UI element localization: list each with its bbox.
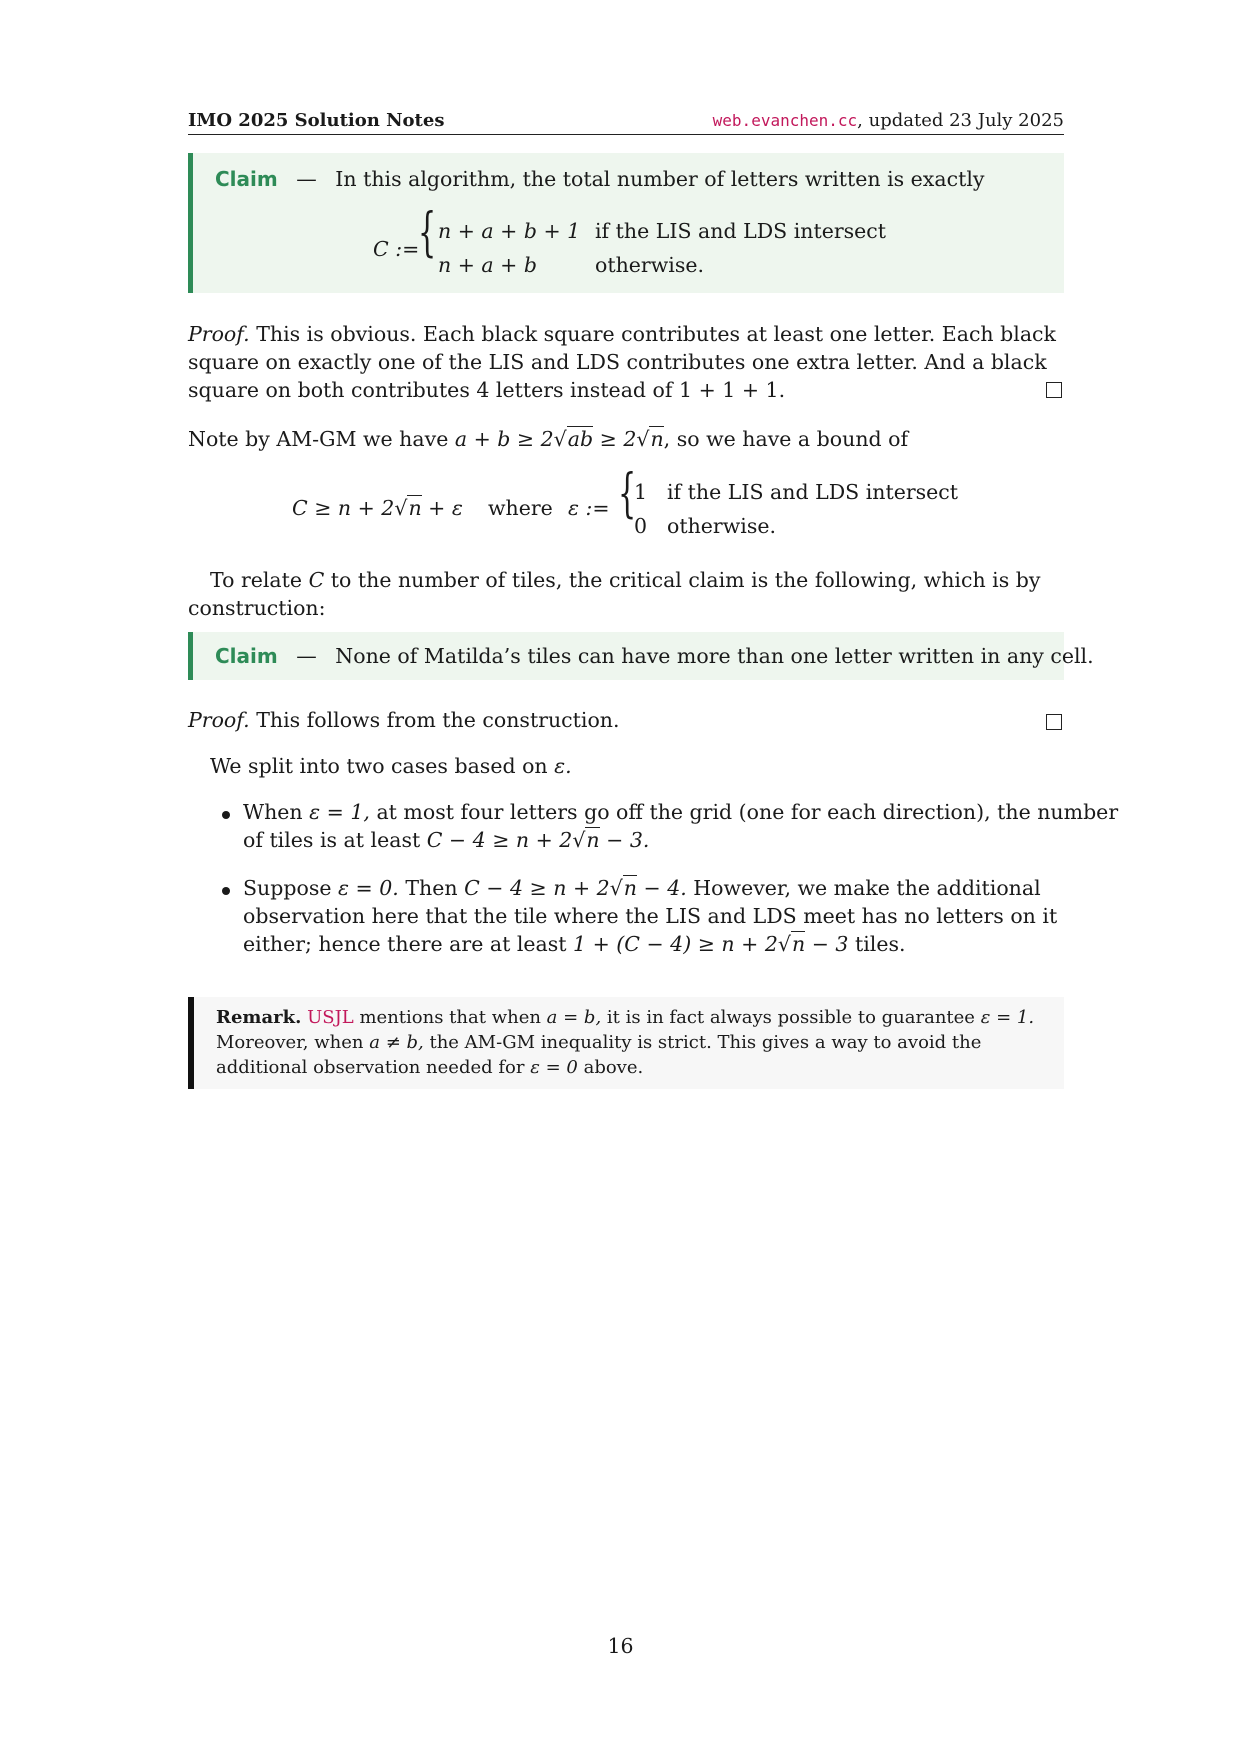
qed-symbol: [1046, 382, 1062, 398]
eps-case-1-value: 1: [634, 480, 648, 504]
eps-case-2-value: 0: [634, 514, 648, 538]
claim-2-text: None of Matilda’s tiles can have more than one letter written in any cell.: [335, 644, 1094, 668]
case-2-expr: n + a + b: [438, 253, 537, 277]
site-link[interactable]: web.evanchen.cc: [712, 111, 858, 130]
am-gm-note: Note by AM-GM we have a + b ≥ 2√ab ≥ 2√n, so we have a bound of: [188, 427, 909, 451]
eps-case-1-cond: if the LIS and LDS intersect: [667, 480, 958, 504]
relate-paragraph: To relate C to the number of tiles, the critical claim is the following, which is by construction:: [188, 568, 1041, 620]
where-word: where: [488, 496, 553, 520]
eps-def: ε :=: [568, 496, 610, 520]
proof-label: Proof.: [188, 708, 250, 732]
update-date: , updated 23 July 2025: [857, 110, 1064, 131]
proof-1: Proof. This is obvious. Each black square contributes at least one letter. Each black square on exactly one of the LIS and LDS contributes one extra letter. And a black square on both contributes 4 letters instead of 1 + 1 + 1.: [188, 320, 1064, 404]
remark-label: Remark.: [216, 1007, 302, 1028]
claim-label: Claim: [215, 644, 278, 668]
case-1-expr: n + a + b + 1: [438, 219, 581, 243]
bullet-1-marker: [222, 811, 230, 819]
qed-symbol: [1046, 714, 1062, 730]
proof-2: Proof. This follows from the construction.: [188, 706, 1064, 734]
eps-brace: {: [618, 464, 637, 524]
page-header: [188, 108, 1064, 135]
header-right: [713, 110, 1064, 131]
remark-box: [188, 997, 1064, 1089]
eps-case-2-cond: otherwise.: [667, 514, 776, 538]
claim-1-heading: Claim — In this algorithm, the total number of letters written is exactly: [215, 167, 985, 191]
remark-text: Remark. USJL mentions that when a = b, it is in fact always possible to guarantee ε = 1. Moreover, when a ≠ b, the AM-GM inequality is strict. This gives a way to avoid the additional observation needed for ε = 0 above.: [216, 1007, 1035, 1078]
bullet-1: When ε = 1, at most four letters go off the grid (one for each direction), the number of tiles is at least C − 4 ≥ n + 2√n − 3.: [243, 800, 1119, 852]
bound-formula: C ≥ n + 2√n + ε: [292, 496, 463, 520]
document-title: IMO 2025 Solution Notes: [188, 110, 445, 131]
claim-1-text: In this algorithm, the total number of letters written is exactly: [335, 167, 985, 191]
bullet-2: Suppose ε = 0. Then C − 4 ≥ n + 2√n − 4. However, we make the additional observation here that the tile where the LIS and LDS meet has no letters on it either; hence there are at least 1 + (C − 4) ≥ n + 2√n − 3 tiles.: [243, 876, 1058, 956]
claim-2-heading: Claim — None of Matilda’s tiles can have more than one letter written in any cell.: [215, 644, 1094, 668]
proof-label: Proof.: [188, 322, 250, 346]
claim-label: Claim: [215, 167, 278, 191]
claim-1-lhs: C :=: [373, 237, 420, 261]
left-brace: {: [418, 203, 437, 263]
claim-box-2: [188, 632, 1094, 680]
page-number: 16: [607, 1634, 634, 1658]
bullet-2-marker: [222, 887, 230, 895]
case-1-cond: if the LIS and LDS intersect: [595, 219, 886, 243]
case-2-cond: otherwise.: [595, 253, 704, 277]
usjl-link[interactable]: USJL: [307, 1007, 354, 1028]
claim-box-1: [188, 153, 1064, 293]
split-sentence: We split into two cases based on ε.: [210, 754, 572, 778]
